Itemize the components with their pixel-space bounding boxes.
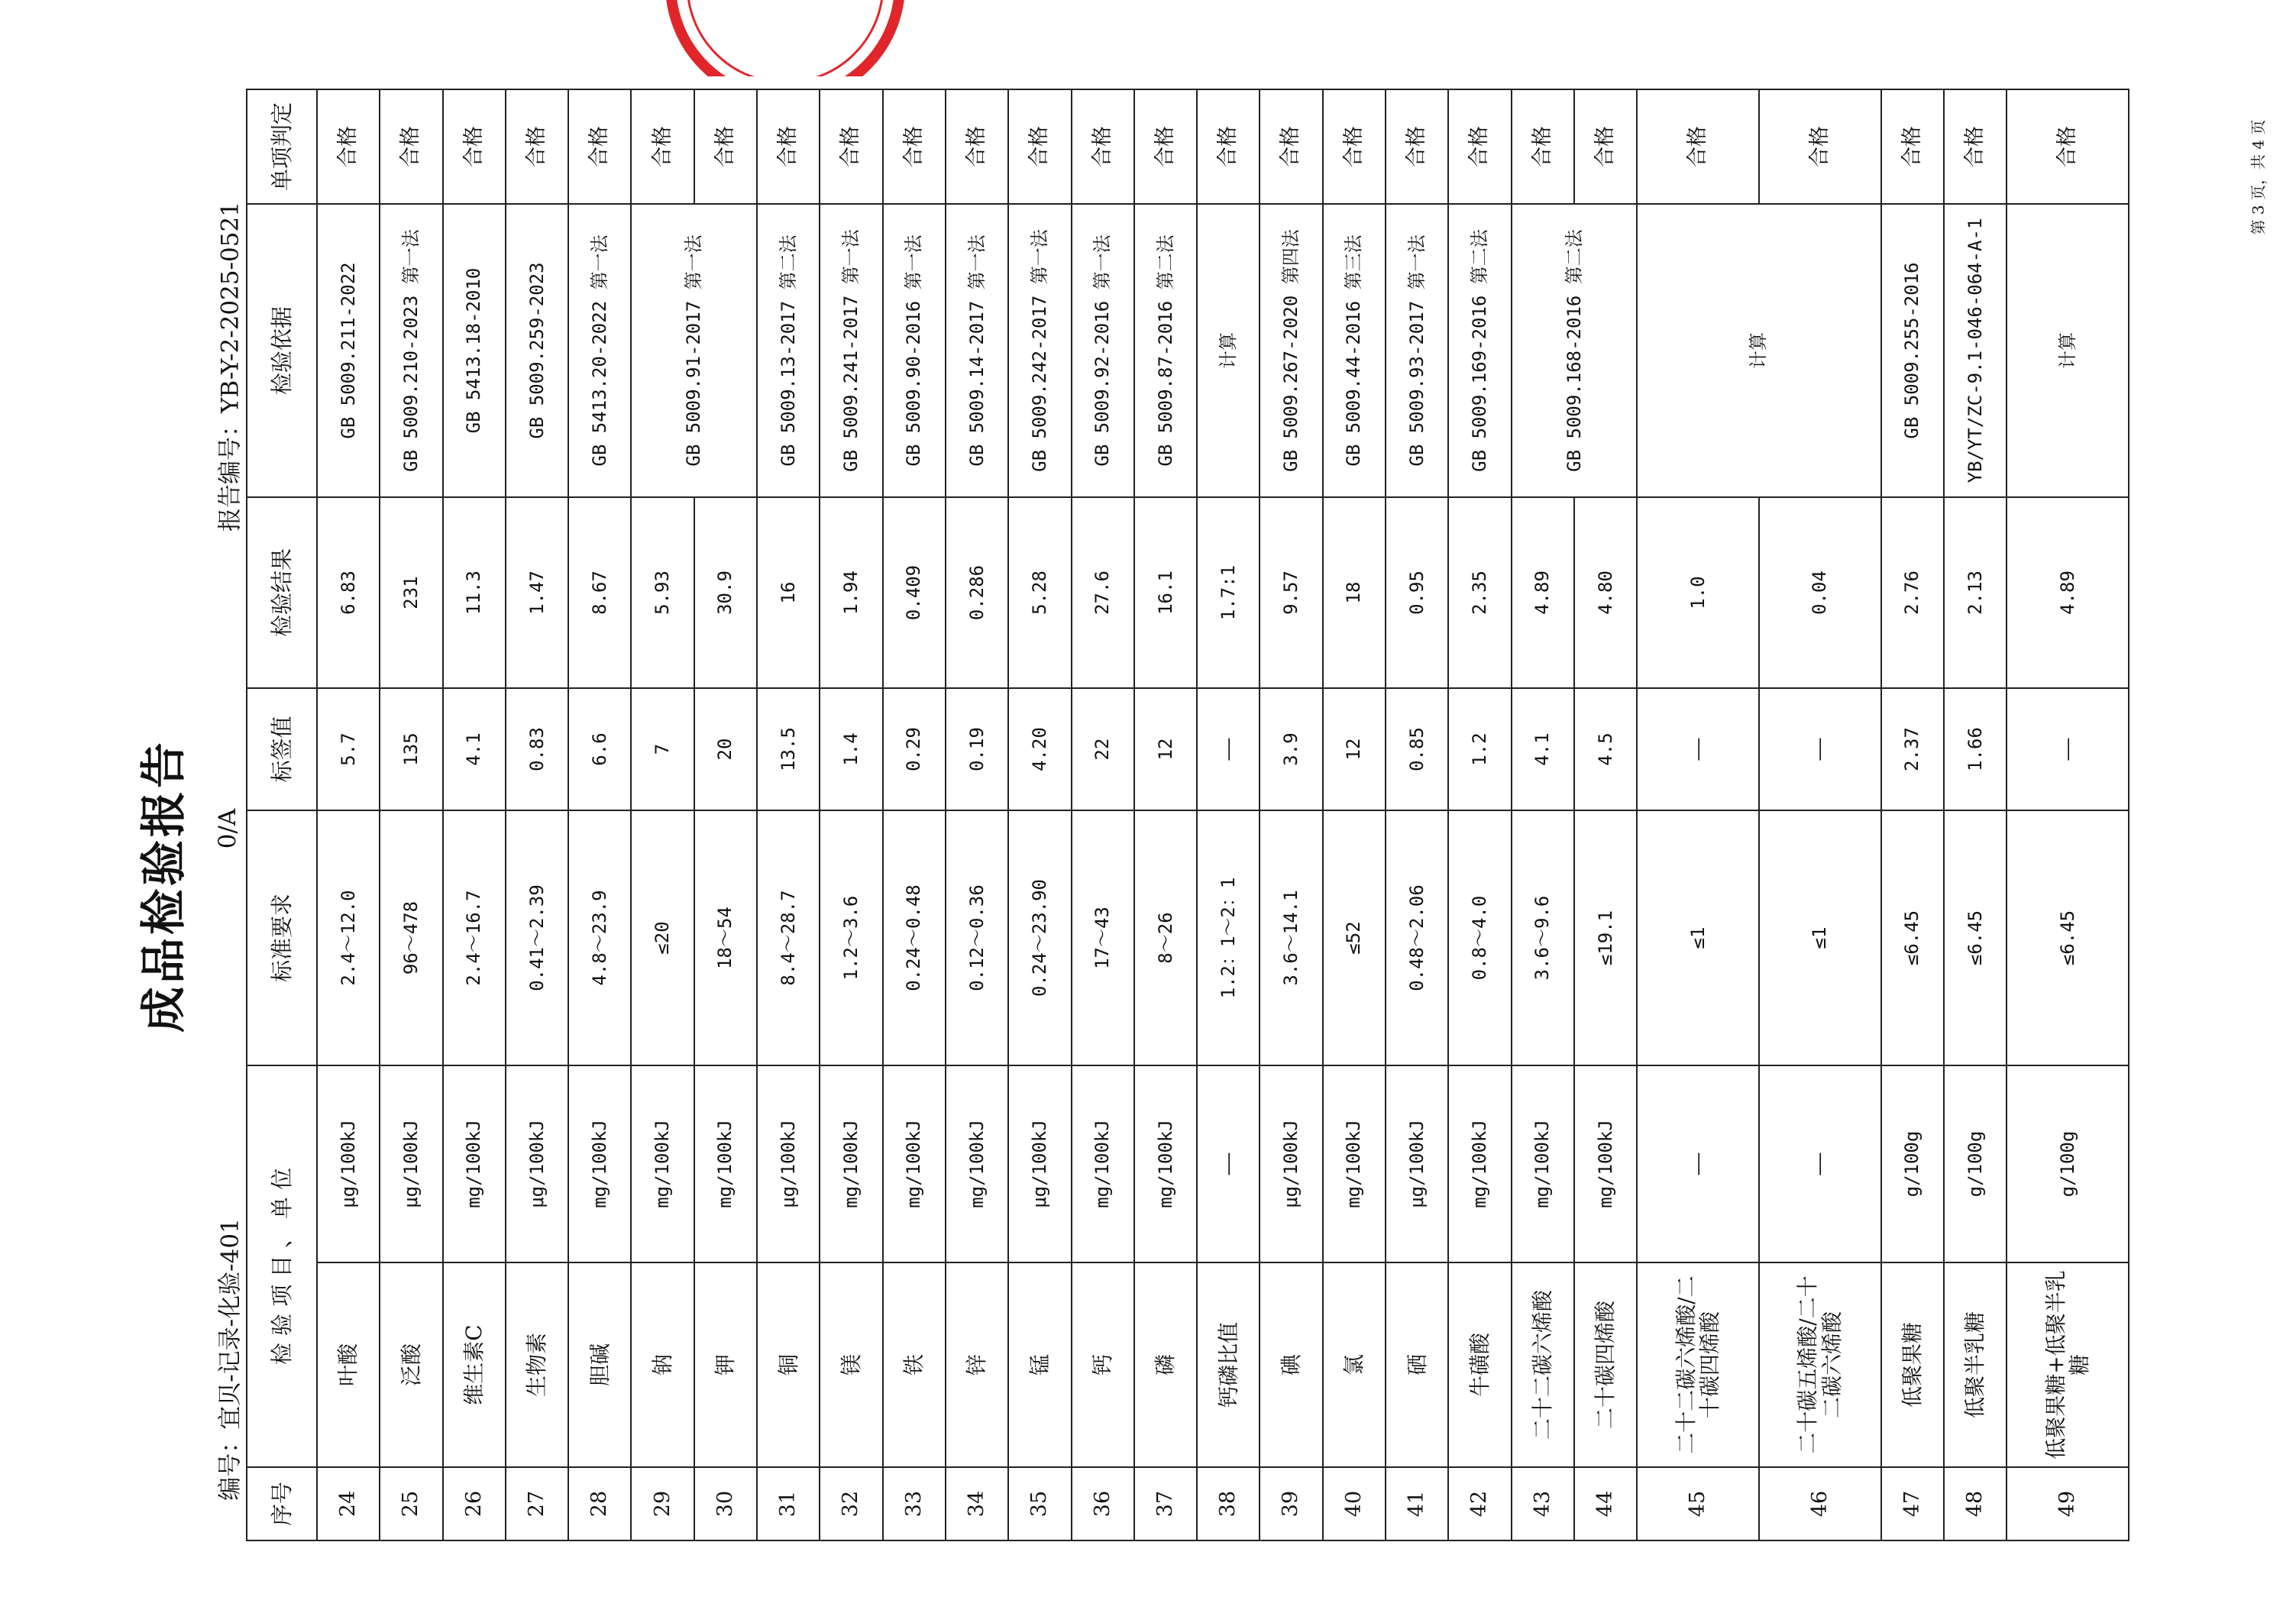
cell-seq: 27 <box>506 1467 568 1540</box>
table-row <box>1260 89 1322 1540</box>
cell-result: 1.47 <box>506 497 568 688</box>
cell-label-value: 0.19 <box>946 688 1008 810</box>
cell-seq: 38 <box>1197 1467 1260 1540</box>
cell-unit: mg/100kJ <box>883 1065 946 1262</box>
cell-basis: GB 5009.259-2023 <box>506 204 568 497</box>
cell-result: 30.9 <box>694 497 757 688</box>
cell-label-value: 22 <box>1072 688 1134 810</box>
cell-item: 锌 <box>946 1262 1008 1467</box>
cell-item: 叶酸 <box>317 1262 380 1467</box>
table-row <box>1323 89 1386 1540</box>
cell-result: 16 <box>757 497 820 688</box>
cell-label-value: 12 <box>1134 688 1197 810</box>
cell-basis: GB 5009.168-2016 第二法 <box>1512 204 1638 497</box>
cell-unit: mg/100kJ <box>1448 1065 1511 1262</box>
table-row <box>1944 89 2007 1540</box>
cell-seq: 34 <box>946 1467 1008 1540</box>
cell-item: 低聚半乳糖 <box>1944 1262 2007 1467</box>
cell-result: 0.409 <box>883 497 946 688</box>
table-row <box>1197 89 1260 1540</box>
cell-unit: mg/100kJ <box>1134 1065 1197 1262</box>
cell-judgement: 合格 <box>506 89 568 204</box>
cell-unit: g/100g <box>1944 1065 2007 1262</box>
cell-basis: GB 5009.44-2016 第三法 <box>1323 204 1386 497</box>
cell-unit: μg/100kJ <box>317 1065 380 1262</box>
table-header-row <box>247 89 317 1540</box>
cell-seq: 37 <box>1134 1467 1197 1540</box>
cell-standard: 0.12～0.36 <box>946 810 1008 1065</box>
cell-unit: mg/100kJ <box>694 1065 757 1262</box>
cell-standard: 18～54 <box>694 810 757 1065</box>
cell-item: 泛酸 <box>380 1262 442 1467</box>
cell-basis: GB 5009.14-2017 第一法 <box>946 204 1008 497</box>
cell-label-value: 4.20 <box>1008 688 1071 810</box>
cell-unit: mg/100kJ <box>1574 1065 1637 1262</box>
cell-basis: GB 5009.241-2017 第一法 <box>820 204 882 497</box>
cell-item: 铁 <box>883 1262 946 1467</box>
cell-basis: 计算 <box>2007 204 2129 497</box>
cell-seq: 33 <box>883 1467 946 1540</box>
cell-unit: μg/100kJ <box>1260 1065 1322 1262</box>
cell-item: 钠 <box>631 1262 694 1467</box>
cell-standard: ≤52 <box>1323 810 1386 1065</box>
table-row <box>1072 89 1134 1540</box>
report-number: 报告编号：YB-Y-2-2025-0521 <box>216 202 244 532</box>
cell-result: 5.93 <box>631 497 694 688</box>
cell-item: 维生素C <box>443 1262 506 1467</box>
cell-judgement: 合格 <box>317 89 380 204</box>
cell-unit: mg/100kJ <box>1512 1065 1574 1262</box>
table-row <box>2007 89 2129 1540</box>
cell-standard: 0.41～2.39 <box>506 810 568 1065</box>
cell-item: 生物素 <box>506 1262 568 1467</box>
cell-unit: mg/100kJ <box>443 1065 506 1262</box>
cell-judgement: 合格 <box>883 89 946 204</box>
cell-item: 氯 <box>1323 1262 1386 1467</box>
cell-judgement: 合格 <box>568 89 631 204</box>
cell-result: 2.35 <box>1448 497 1511 688</box>
header-judgement: 单项判定 <box>247 89 317 204</box>
cell-seq: 39 <box>1260 1467 1322 1540</box>
cell-item: 二十碳四烯酸 <box>1574 1262 1637 1467</box>
table-row <box>1637 89 1759 1540</box>
cell-judgement: 合格 <box>1759 89 1881 204</box>
cell-result: 6.83 <box>317 497 380 688</box>
cell-judgement: 合格 <box>694 89 757 204</box>
table-row <box>883 89 946 1540</box>
cell-seq: 24 <box>317 1467 380 1540</box>
page-footer: 第 3 页，共 4 页 <box>2249 119 2268 235</box>
cell-unit: —— <box>1759 1065 1881 1262</box>
cell-result: 16.1 <box>1134 497 1197 688</box>
cell-item: 碘 <box>1260 1262 1322 1467</box>
cell-standard: 3.6～14.1 <box>1260 810 1322 1065</box>
cell-item: 二十二碳六烯酸/二十碳四烯酸 <box>1637 1262 1759 1467</box>
cell-unit: μg/100kJ <box>1008 1065 1071 1262</box>
cell-seq: 44 <box>1574 1467 1637 1540</box>
table-row <box>1512 89 1574 1540</box>
table-row <box>380 89 442 1540</box>
table-row <box>568 89 631 1540</box>
cell-label-value: 5.7 <box>317 688 380 810</box>
cell-unit: μg/100kJ <box>757 1065 820 1262</box>
cell-basis: 计算 <box>1197 204 1260 497</box>
cell-item: 钙磷比值 <box>1197 1262 1260 1467</box>
cell-result: 4.89 <box>1512 497 1574 688</box>
cell-seq: 30 <box>694 1467 757 1540</box>
cell-seq: 35 <box>1008 1467 1071 1540</box>
table-row <box>1881 89 1944 1540</box>
cell-judgement: 合格 <box>1944 89 2007 204</box>
cell-unit: mg/100kJ <box>1323 1065 1386 1262</box>
cell-basis: GB 5413.18-2010 <box>443 204 506 497</box>
cell-standard: ≤19.1 <box>1574 810 1637 1065</box>
cell-judgement: 合格 <box>946 89 1008 204</box>
header-standard: 标准要求 <box>247 810 317 1065</box>
cell-result: 27.6 <box>1072 497 1134 688</box>
header-label-value: 标签值 <box>247 688 317 810</box>
cell-label-value: 6.6 <box>568 688 631 810</box>
cell-judgement: 合格 <box>631 89 694 204</box>
cell-result: 231 <box>380 497 442 688</box>
cell-item: 镁 <box>820 1262 882 1467</box>
cell-standard: 0.8～4.0 <box>1448 810 1511 1065</box>
cell-standard: 2.4～16.7 <box>443 810 506 1065</box>
cell-basis: GB 5009.267-2020 第四法 <box>1260 204 1322 497</box>
cell-standard: 8～26 <box>1134 810 1197 1065</box>
header-basis: 检验依据 <box>247 204 317 497</box>
cell-item: 钾 <box>694 1262 757 1467</box>
cell-basis: YB/YT/ZC-9.1-046-064-A-1 <box>1944 204 2007 497</box>
cell-label-value: 2.37 <box>1881 688 1944 810</box>
cell-judgement: 合格 <box>1637 89 1759 204</box>
cell-label-value: 0.29 <box>883 688 946 810</box>
inspection-table <box>246 89 2129 1541</box>
cell-seq: 40 <box>1323 1467 1386 1540</box>
cell-standard: 3.6～9.6 <box>1512 810 1574 1065</box>
cell-label-value: 7 <box>631 688 694 810</box>
cell-basis: GB 5009.87-2016 第二法 <box>1134 204 1197 497</box>
stamp-graphic <box>648 0 923 76</box>
cell-label-value: 4.5 <box>1574 688 1637 810</box>
cell-unit: mg/100kJ <box>946 1065 1008 1262</box>
cell-label-value: 1.4 <box>820 688 882 810</box>
table-row <box>1134 89 1197 1540</box>
cell-judgement: 合格 <box>1072 89 1134 204</box>
cell-label-value: 20 <box>694 688 757 810</box>
cell-item: 牛磺酸 <box>1448 1262 1511 1467</box>
cell-basis: GB 5009.90-2016 第一法 <box>883 204 946 497</box>
cell-unit: mg/100kJ <box>631 1065 694 1262</box>
cell-result: 1.94 <box>820 497 882 688</box>
cell-unit: mg/100kJ <box>820 1065 882 1262</box>
cell-judgement: 合格 <box>1134 89 1197 204</box>
cell-item: 钙 <box>1072 1262 1134 1467</box>
header-result: 检验结果 <box>247 497 317 688</box>
cell-judgement: 合格 <box>443 89 506 204</box>
cell-result: 4.89 <box>2007 497 2129 688</box>
cell-judgement: 合格 <box>1386 89 1448 204</box>
table-row <box>946 89 1008 1540</box>
cell-judgement: 合格 <box>1512 89 1574 204</box>
cell-judgement: 合格 <box>757 89 820 204</box>
cell-basis: GB 5009.210-2023 第一法 <box>380 204 442 497</box>
cell-seq: 25 <box>380 1467 442 1540</box>
cell-seq: 43 <box>1512 1467 1574 1540</box>
cell-result: 2.13 <box>1944 497 2007 688</box>
document-version: 0/A <box>214 808 241 849</box>
cell-seq: 47 <box>1881 1467 1944 1540</box>
cell-judgement: 合格 <box>820 89 882 204</box>
cell-unit: —— <box>1637 1065 1759 1262</box>
cell-label-value: 0.85 <box>1386 688 1448 810</box>
table-row <box>757 89 820 1540</box>
cell-label-value: 4.1 <box>443 688 506 810</box>
cell-standard: 4.8～23.9 <box>568 810 631 1065</box>
table-row <box>506 89 568 1540</box>
cell-basis: GB 5009.255-2016 <box>1881 204 1944 497</box>
cell-seq: 42 <box>1448 1467 1511 1540</box>
cell-item: 铜 <box>757 1262 820 1467</box>
cell-judgement: 合格 <box>1323 89 1386 204</box>
cell-item: 锰 <box>1008 1262 1071 1467</box>
cell-basis: GB 5009.211-2022 <box>317 204 380 497</box>
cell-seq: 26 <box>443 1467 506 1540</box>
cell-label-value: 135 <box>380 688 442 810</box>
cell-seq: 36 <box>1072 1467 1134 1540</box>
cell-result: 8.67 <box>568 497 631 688</box>
cell-standard: ≤1 <box>1759 810 1881 1065</box>
cell-label-value: 13.5 <box>757 688 820 810</box>
cell-label-value: —— <box>1759 688 1881 810</box>
cell-unit: g/100g <box>2007 1065 2129 1262</box>
cell-result: 1.7:1 <box>1197 497 1260 688</box>
cell-judgement: 合格 <box>2007 89 2129 204</box>
cell-seq: 32 <box>820 1467 882 1540</box>
cell-result: 4.80 <box>1574 497 1637 688</box>
cell-standard: 1.2～3.6 <box>820 810 882 1065</box>
cell-standard: 96～478 <box>380 810 442 1065</box>
cell-basis: GB 5009.93-2017 第一法 <box>1386 204 1448 497</box>
cell-judgement: 合格 <box>1448 89 1511 204</box>
cell-result: 5.28 <box>1008 497 1071 688</box>
cell-standard: 8.4～28.7 <box>757 810 820 1065</box>
cell-result: 9.57 <box>1260 497 1322 688</box>
inspection-table-container <box>246 90 2129 1541</box>
cell-unit: μg/100kJ <box>380 1065 442 1262</box>
cell-standard: 0.24～23.90 <box>1008 810 1071 1065</box>
cell-seq: 41 <box>1386 1467 1448 1540</box>
table-row <box>631 89 694 1540</box>
cell-label-value: —— <box>2007 688 2129 810</box>
cell-standard: 2.4～12.0 <box>317 810 380 1065</box>
document-number: 编号：宜贝-记录-化验-401 <box>216 1218 244 1501</box>
header-seq: 序号 <box>247 1467 317 1540</box>
cell-label-value: 1.66 <box>1944 688 2007 810</box>
table-row <box>317 89 380 1540</box>
cell-seq: 48 <box>1944 1467 2007 1540</box>
cell-result: 2.76 <box>1881 497 1944 688</box>
table-row <box>1008 89 1071 1540</box>
cell-item: 低聚果糖+低聚半乳糖 <box>2007 1262 2129 1467</box>
table-row <box>1448 89 1511 1540</box>
cell-basis: 计算 <box>1637 204 1880 497</box>
cell-standard: ≤1 <box>1637 810 1759 1065</box>
cell-seq: 31 <box>757 1467 820 1540</box>
cell-result: 11.3 <box>443 497 506 688</box>
cell-unit: mg/100kJ <box>568 1065 631 1262</box>
cell-unit: μg/100kJ <box>1386 1065 1448 1262</box>
cell-judgement: 合格 <box>1197 89 1260 204</box>
cell-unit: mg/100kJ <box>1072 1065 1134 1262</box>
cell-item: 胆碱 <box>568 1262 631 1467</box>
cell-basis: GB 5009.242-2017 第一法 <box>1008 204 1071 497</box>
cell-judgement: 合格 <box>1881 89 1944 204</box>
table-row <box>1386 89 1448 1540</box>
cell-label-value: —— <box>1197 688 1260 810</box>
cell-seq: 45 <box>1637 1467 1759 1540</box>
cell-label-value: —— <box>1637 688 1759 810</box>
cell-seq: 46 <box>1759 1467 1881 1540</box>
header-item-unit: 检 验 项 目 、 单 位 <box>247 1065 317 1467</box>
cell-seq: 28 <box>568 1467 631 1540</box>
cell-basis: GB 5009.91-2017 第一法 <box>631 204 757 497</box>
cell-label-value: 12 <box>1323 688 1386 810</box>
cell-standard: 17～43 <box>1072 810 1134 1065</box>
cell-standard: ≤6.45 <box>1881 810 1944 1065</box>
cell-item: 二十碳五烯酸/二十二碳六烯酸 <box>1759 1262 1881 1467</box>
cell-standard: 1.2：1～2：1 <box>1197 810 1260 1065</box>
cell-basis: GB 5009.13-2017 第二法 <box>757 204 820 497</box>
report-title: 成品检验报告 <box>137 739 191 1033</box>
cell-result: 18 <box>1323 497 1386 688</box>
cell-item: 硒 <box>1386 1262 1448 1467</box>
cell-standard: ≤20 <box>631 810 694 1065</box>
cell-result: 1.0 <box>1637 497 1759 688</box>
cell-label-value: 3.9 <box>1260 688 1322 810</box>
cell-item: 低聚果糖 <box>1881 1262 1944 1467</box>
cell-judgement: 合格 <box>1008 89 1071 204</box>
cell-label-value: 1.2 <box>1448 688 1511 810</box>
cell-unit: —— <box>1197 1065 1260 1262</box>
cell-label-value: 0.83 <box>506 688 568 810</box>
cell-judgement: 合格 <box>1574 89 1637 204</box>
cell-seq: 29 <box>631 1467 694 1540</box>
cell-result: 0.286 <box>946 497 1008 688</box>
cell-judgement: 合格 <box>1260 89 1322 204</box>
cell-standard: ≤6.45 <box>1944 810 2007 1065</box>
cell-standard: 0.24～0.48 <box>883 810 946 1065</box>
cell-seq: 49 <box>2007 1467 2129 1540</box>
cell-item: 磷 <box>1134 1262 1197 1467</box>
cell-result: 0.95 <box>1386 497 1448 688</box>
cell-item: 二十二碳六烯酸 <box>1512 1262 1574 1467</box>
cell-basis: GB 5009.169-2016 第二法 <box>1448 204 1511 497</box>
cell-unit: μg/100kJ <box>506 1065 568 1262</box>
table-row <box>820 89 882 1540</box>
cell-standard: ≤6.45 <box>2007 810 2129 1065</box>
cell-basis: GB 5009.92-2016 第一法 <box>1072 204 1134 497</box>
cell-label-value: 4.1 <box>1512 688 1574 810</box>
cell-result: 0.04 <box>1759 497 1881 688</box>
table-row <box>443 89 506 1540</box>
cell-unit: g/100g <box>1881 1065 1944 1262</box>
official-stamp <box>648 0 923 76</box>
cell-standard: 0.48～2.06 <box>1386 810 1448 1065</box>
cell-judgement: 合格 <box>380 89 442 204</box>
cell-basis: GB 5413.20-2022 第一法 <box>568 204 631 497</box>
